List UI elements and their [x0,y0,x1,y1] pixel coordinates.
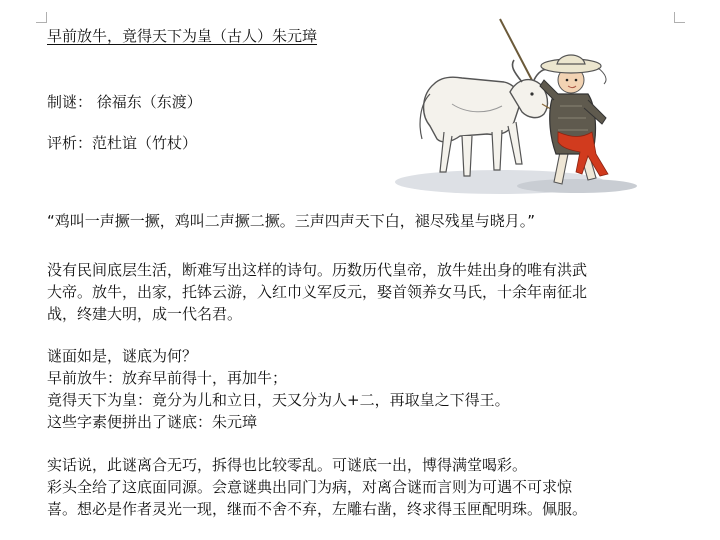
paragraph-line: 竟得天下为皇：竟分为儿和立日，天又分为人+二，再取皇之下得王。 [47,391,510,409]
poem-quote: “鸡叫一声撅一撅，鸡叫二声撅二撅。三声四声天下白，褪尽残星与晓月。” [47,212,536,230]
page-corner-mark-left [36,12,47,23]
paragraph-line: 谜面如是，谜底为何？ [47,347,198,365]
paragraph-line: 这些字素便拼出了谜底：朱元璋 [47,413,258,431]
cowherd-boy-with-ox-illustration [382,14,652,203]
paragraph-line: 彩头全给了这底面同源。会意谜典出同门为病，对离合谜而言则为可遇不可求惊 [47,478,573,496]
paragraph-line: 大帝。放牛，出家，托钵云游，入红巾义军反元，娶首领养女马氏，十余年南征北 [47,283,588,301]
paragraph-line: 喜。想必是作者灵光一现，继而不舍不弃，左雕右凿，终求得玉匣配明珠。佩服。 [47,500,588,518]
reviewer-line: 评析：范杜谊（竹杖） [47,134,198,152]
paragraph-line: 没有民间底层生活，断难写出这样的诗句。历数历代皇帝，放牛娃出身的唯有洪武 [47,261,588,279]
document-title: 早前放牛，竟得天下为皇（古人）朱元璋 [47,27,318,45]
page-corner-mark-right [674,12,685,23]
author-line: 制谜： 徐福东（东渡） [47,93,202,111]
paragraph-line: 战，终建大明，成一代名君。 [47,305,243,323]
paragraph-line: 早前放牛：放弃早前得十，再加牛； [47,369,288,387]
paragraph-line: 实话说，此谜离合无巧，拆得也比较零乱。可谜底一出，博得满堂喝彩。 [47,456,528,474]
